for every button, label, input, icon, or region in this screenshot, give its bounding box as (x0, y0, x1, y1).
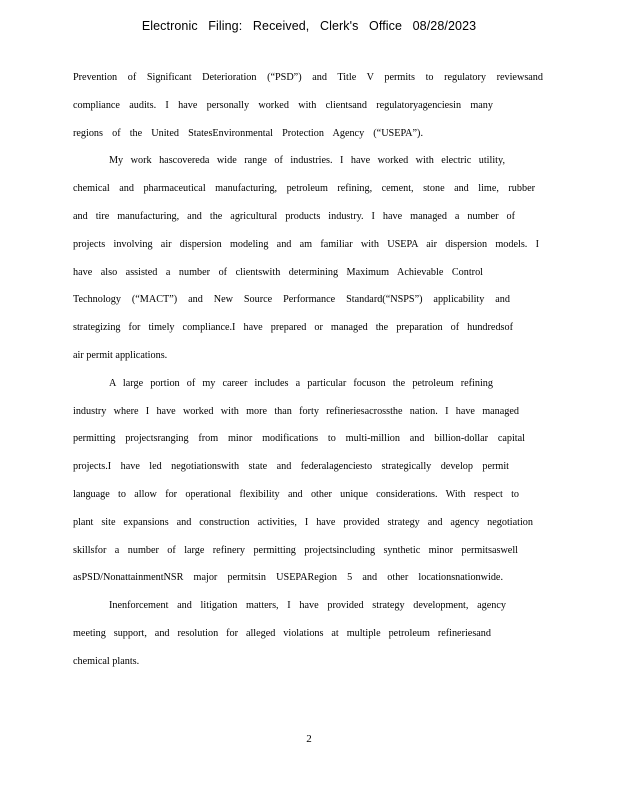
text-line: A large portion of my career includes a particular focuson the petroleum refining (109, 377, 493, 389)
text-line: air permit applications. (73, 349, 168, 361)
text-line: strategizing for timely compliance.I have prepared or managed the preparation of hundredsof (73, 322, 513, 334)
text-line: and tire manufacturing, and the agricultural products industry. I have managed a number of (73, 210, 515, 222)
text-line: chemical and pharmaceutical manufacturing, petroleum refining, cement, stone and lime, rubber (73, 183, 535, 195)
text-line: compliance audits. I have personally worked with clientsand regulatoryagenciesin many (73, 99, 493, 111)
page-number: 2 (306, 733, 312, 745)
text-line: projects involving air dispersion modeling and am familiar with USEPA air dispersion models. I (73, 238, 539, 250)
text-line: industry where I have worked with more than forty refineriesacrossthe nation. I have managed (73, 405, 519, 417)
text-line: language to allow for operational flexibility and other unique considerations. With respect to (73, 488, 519, 500)
text-line: skillsfor a number of large refinery permitting projectsincluding synthetic minor permitsaswell (73, 544, 518, 556)
text-line: asPSD/NonattainmentNSR major permitsin USEPARegion 5 and other locationsnationwide. (73, 572, 503, 584)
filing-header: Electronic Filing: Received, Clerk's Office 08/28/2023 (141, 19, 477, 33)
text-line: projects.I have led negotiationswith state and federalagenciesto strategically develop permit (73, 461, 509, 473)
text-line: My work hascovereda wide range of industries. I have worked with electric utility, (109, 155, 505, 167)
text-line: permitting projectsranging from minor modifications to multi-million and billion-dollar capital (73, 433, 525, 445)
text-line: meeting support, and resolution for alleged violations at multiple petroleum refineriesand (73, 627, 491, 639)
text-line: have also assisted a number of clientswith determining Maximum Achievable Control (73, 266, 483, 278)
text-line: regions of the United StatesEnvironmental Protection Agency (“USEPA”). (73, 127, 423, 139)
body-text (73, 68, 543, 680)
text-line: chemical plants. (73, 655, 140, 667)
text-line: Inenforcement and litigation matters, I have provided strategy development, agency (109, 600, 506, 612)
text-line: Prevention of Significant Deterioration (“PSD”) and Title V permits to regulatory reviewsand (73, 72, 543, 83)
text-line: Technology (“MACT”) and New Source Performance Standard(“NSPS”) applicability and (73, 294, 510, 306)
text-line: plant site expansions and construction activities, I have provided strategy and agency negotiation (73, 516, 533, 528)
